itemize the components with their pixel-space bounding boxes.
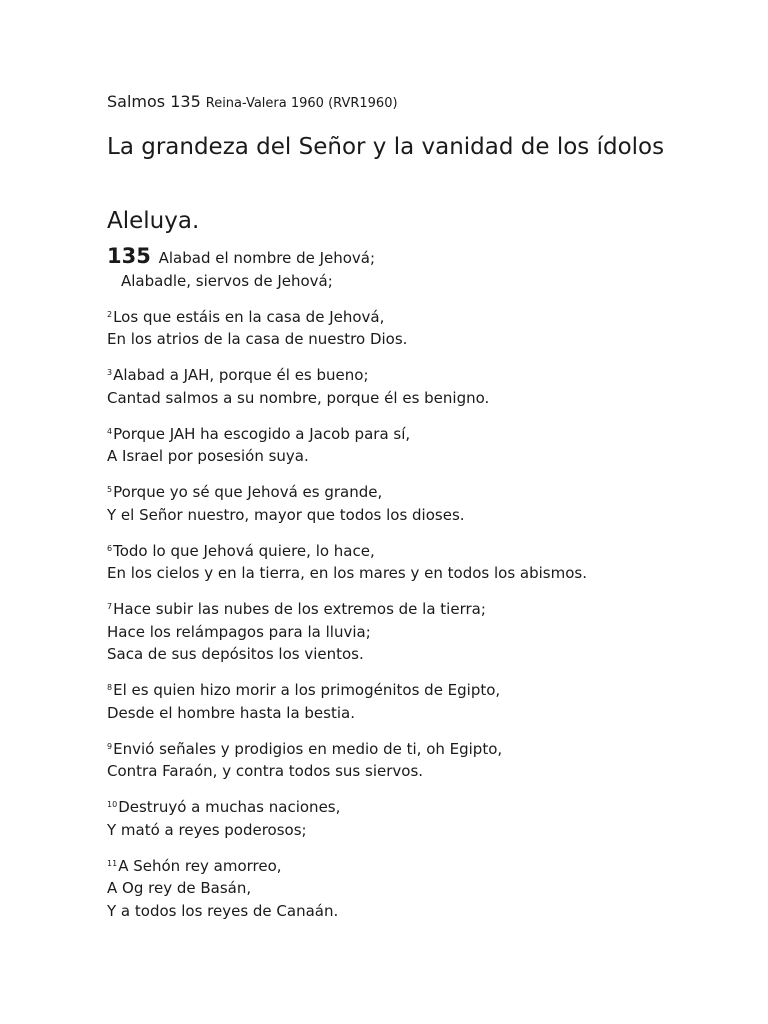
verse-line [107, 596, 747, 621]
superscription: Aleluya. [107, 208, 200, 234]
verse-list [107, 245, 747, 922]
verse-line [107, 445, 747, 468]
verse-8 [107, 677, 747, 724]
verse-spacer [107, 783, 747, 795]
verse-line [107, 328, 747, 351]
verse-line [107, 643, 747, 666]
verse-text: Todo lo que Jehová quiere, lo hace, [113, 541, 375, 560]
verse-text: Los que estáis en la casa de Jehová, [113, 307, 385, 326]
verse-line: Alabadle, siervos de Jehová; [121, 271, 333, 290]
verse-text: Hace los relámpagos para la lluvia; [107, 622, 371, 641]
verse-spacer [107, 351, 747, 363]
verse-line [107, 421, 747, 446]
verse-spacer [107, 468, 747, 480]
verse-text: A Sehón rey amorreo, [118, 856, 282, 875]
verse-7 [107, 596, 747, 666]
verse-2 [107, 304, 747, 351]
verse-text: Desde el hombre hasta la bestia. [107, 703, 355, 722]
verse-line [107, 362, 747, 387]
verse-number: 2 [107, 309, 113, 319]
passage-reference [107, 92, 398, 111]
verse-text: Hace subir las nubes de los extremos de la tierra; [113, 600, 486, 618]
verse-number: 4 [107, 426, 113, 436]
verse-line [107, 853, 747, 878]
verse-text: En los cielos y en la tierra, en los mares y en todos los abismos. [107, 564, 587, 582]
verse-line [107, 504, 747, 527]
verse-text: Porque yo sé que Jehová es grande, [113, 483, 383, 501]
verse-number: 9 [107, 741, 113, 751]
verse-line [107, 760, 747, 783]
verse-line [107, 702, 747, 725]
verse-text: Contra Faraón, y contra todos sus siervos. [107, 762, 424, 780]
verse-number: 8 [107, 683, 113, 692]
verse-line [107, 387, 747, 410]
verse-line [107, 479, 747, 504]
verse-10 [107, 794, 747, 841]
verse-container [107, 292, 747, 922]
verse-line [107, 538, 747, 563]
chapter-number: 135 [107, 244, 151, 268]
verse-text: En los atrios de la casa de nuestro Dios. [107, 330, 408, 348]
verse-text: Saca de sus depósitos los vientos. [107, 645, 364, 663]
verse-4 [107, 421, 747, 468]
verse-number: 5 [107, 485, 113, 494]
verse-text: Envió señales y prodigios en medio de ti, oh Egipto, [113, 739, 503, 758]
verse-5 [107, 479, 747, 526]
verse-spacer [107, 666, 747, 678]
verse-text: A Israel por posesión suya. [107, 447, 309, 465]
verse-6 [107, 538, 747, 585]
verse-line [107, 677, 747, 702]
verse-text: A Og rey de Basán, [107, 879, 252, 897]
book-chapter: Salmos 135 [107, 92, 201, 111]
verse-line [107, 736, 747, 761]
verse-line [107, 621, 747, 644]
verse-line [107, 794, 747, 819]
verse-line [107, 562, 747, 585]
verse-line [107, 819, 747, 842]
verse-3 [107, 362, 747, 409]
verse-11 [107, 853, 747, 923]
verse-spacer [107, 409, 747, 421]
verse-spacer [107, 526, 747, 538]
verse-text: Cantad salmos a su nombre, porque él es benigno. [107, 388, 490, 407]
section-heading: La grandeza del Señor y la vanidad de los ídolos [107, 134, 665, 160]
bible-version: Reina-Valera 1960 (RVR1960) [205, 96, 398, 111]
verse-text: Y mató a reyes poderosos; [107, 820, 307, 839]
verse-spacer [107, 724, 747, 736]
verse-text: Y el Señor nuestro, mayor que todos los dioses. [107, 505, 465, 524]
verse-text: Alabad a JAH, porque él es bueno; [113, 366, 369, 384]
verse-text: Destruyó a muchas naciones, [118, 798, 341, 816]
verse-spacer [107, 585, 747, 597]
verse-text: El es quien hizo morir a los primogénitos de Egipto, [113, 681, 501, 699]
verse-spacer [107, 841, 747, 853]
verse-spacer [107, 292, 747, 304]
verse-number: 3 [107, 368, 113, 377]
verse-number: 11 [107, 858, 118, 868]
verse-1 [107, 245, 747, 292]
verse-line [107, 877, 747, 900]
verse-line: Alabad el nombre de Jehová; [158, 249, 376, 267]
verse-line [107, 900, 747, 923]
verse-text: Y a todos los reyes de Canaán. [107, 901, 339, 920]
verse-9 [107, 736, 747, 783]
verse-text: Porque JAH ha escogido a Jacob para sí, [113, 424, 411, 443]
verse-number: 6 [107, 543, 113, 553]
verse-line [107, 304, 747, 329]
verse-number: 7 [107, 602, 113, 611]
verse-number: 10 [107, 800, 118, 809]
